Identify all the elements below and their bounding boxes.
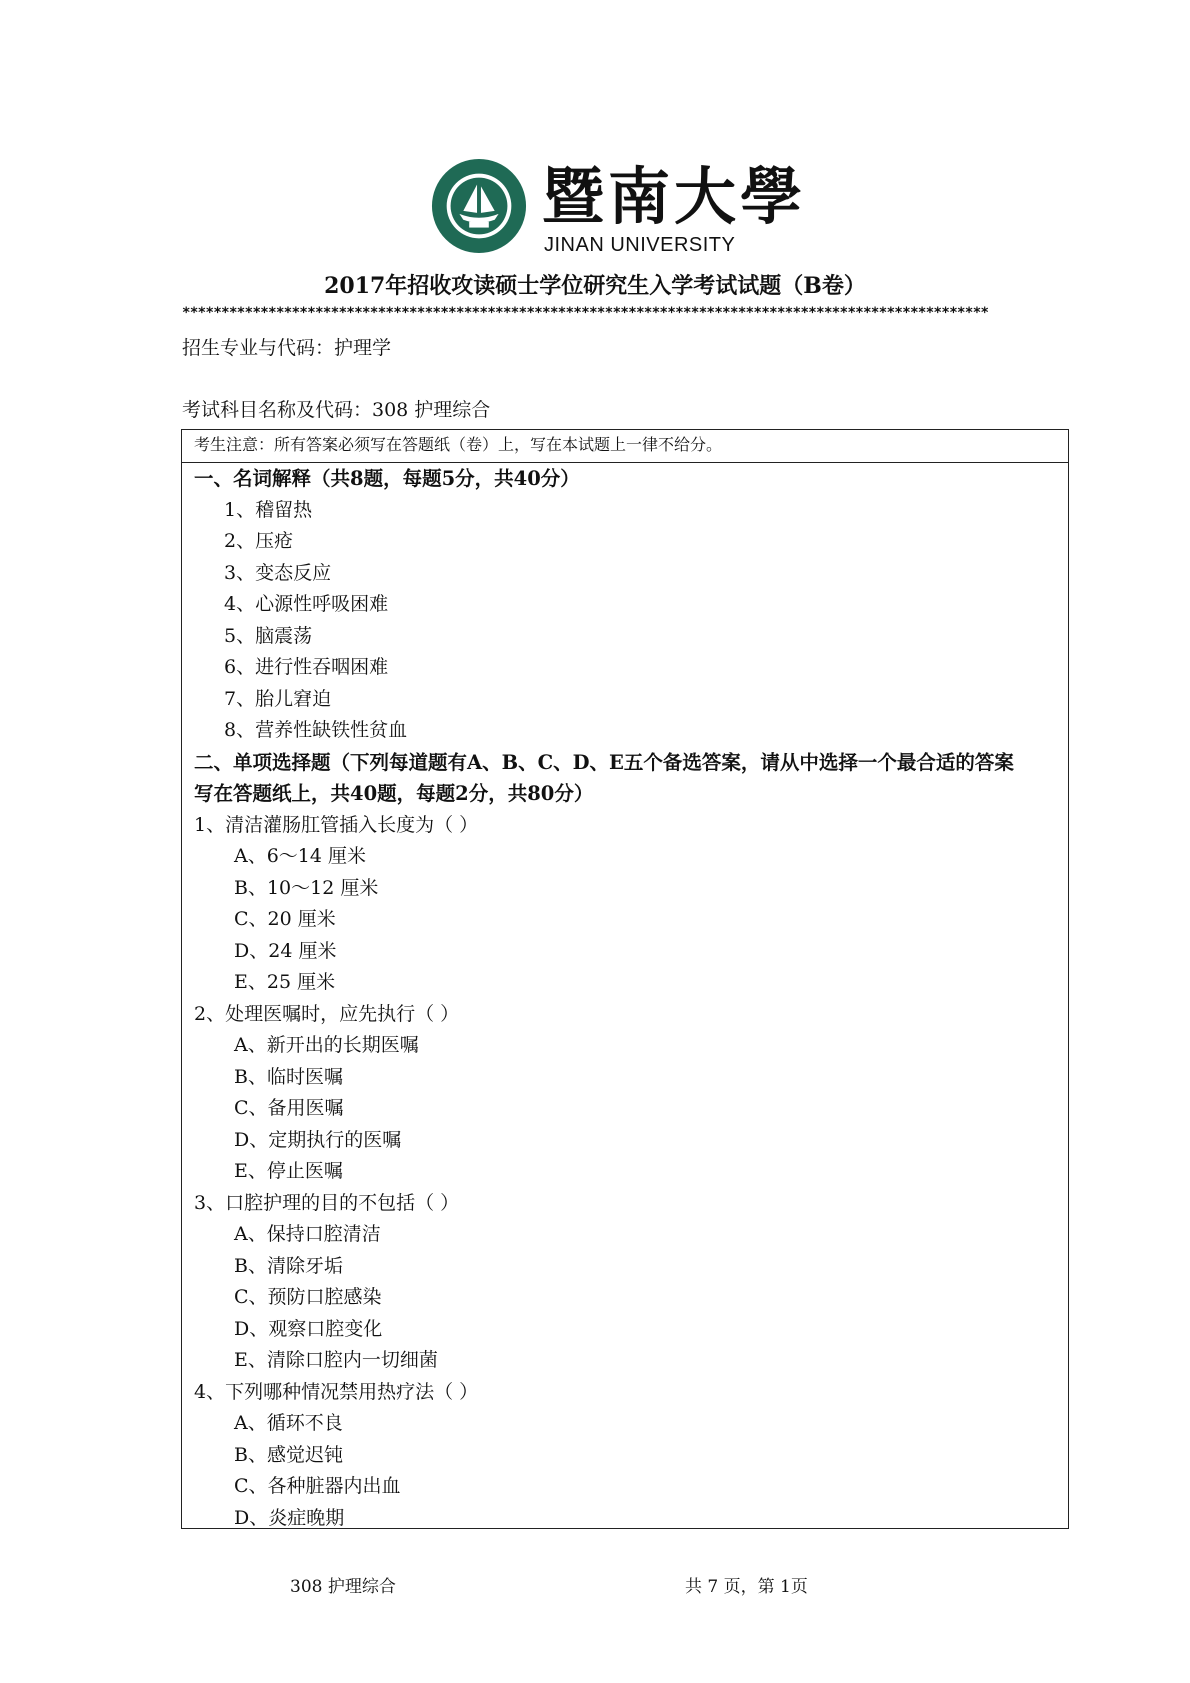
answer-option: D、24 厘米 <box>234 939 337 962</box>
question-stem: 3、口腔护理的目的不包括（ ） <box>194 1191 460 1214</box>
question-stem: 2、处理医嘱时，应先执行（ ） <box>194 1002 460 1025</box>
answer-option: A、保持口腔清洁 <box>234 1223 381 1245</box>
section-heading-terms: 一、名词解释（共8题，每题5分，共40分） <box>194 467 580 490</box>
question-stem: 1、清洁灌肠肛管插入长度为（ ） <box>194 813 479 836</box>
candidate-notice: 考生注意：所有答案必须写在答题纸（卷）上，写在本试题上一律不给分。 <box>182 430 1068 463</box>
term-item: 8、营养性缺铁性贫血 <box>224 719 408 741</box>
term-item: 4、心源性呼吸困难 <box>224 593 389 615</box>
answer-option: A、循环不良 <box>234 1412 343 1434</box>
answer-option: C、20 厘米 <box>234 908 336 930</box>
university-logo <box>430 154 807 259</box>
answer-option: D、观察口腔变化 <box>234 1317 383 1340</box>
answer-option: C、预防口腔感染 <box>234 1286 382 1308</box>
subject-and-code: 考试科目名称及代码：308 护理综合 <box>182 399 491 421</box>
answer-option: C、各种脏器内出血 <box>234 1475 401 1497</box>
term-item: 1、稽留热 <box>224 498 313 521</box>
answer-option: E、停止医嘱 <box>234 1160 343 1182</box>
answer-option: E、清除口腔内一切细菌 <box>234 1349 438 1371</box>
answer-option: C、备用医嘱 <box>234 1097 344 1119</box>
term-item: 2、压疮 <box>224 530 294 552</box>
exam-title: 2017年招收攻读硕士学位研究生入学考试试题（B卷） <box>324 273 866 299</box>
footer-subject: 308 护理综合 <box>290 1577 396 1597</box>
separator-line: ******************************************************************************************************* <box>182 306 989 320</box>
answer-option: D、炎症晚期 <box>234 1506 345 1529</box>
footer-page-number: 共 7 页，第 1页 <box>685 1577 808 1597</box>
answer-option: B、清除牙垢 <box>234 1254 343 1277</box>
answer-option: B、10～12 厘米 <box>234 876 379 899</box>
term-item: 5、脑震荡 <box>224 624 313 647</box>
answer-option: D、定期执行的医嘱 <box>234 1128 402 1151</box>
answer-option: B、临时医嘱 <box>234 1065 343 1088</box>
section-heading-choice: 二、单项选择题（下列每道题有A、B、C、D、E五个备选答案，请从中选择一个最合适的答案 <box>194 750 1014 774</box>
term-item: 3、变态反应 <box>224 561 332 584</box>
jinan-university-seal-icon <box>430 157 528 255</box>
answer-option: A、6～14 厘米 <box>234 845 367 867</box>
answer-option: B、感觉迟钝 <box>234 1443 343 1466</box>
brand-name-english: JINAN UNIVERSITY <box>544 234 736 256</box>
answer-option: A、新开出的长期医嘱 <box>234 1034 419 1056</box>
question-box <box>181 429 1069 1529</box>
question-stem: 4、下列哪种情况禁用热疗法（ ） <box>194 1380 479 1403</box>
brand-name-chinese: 暨南大學 <box>542 160 807 233</box>
section-heading-choice-cont: 写在答题纸上，共40题，每题2分，共80分） <box>194 782 594 805</box>
major-and-code: 招生专业与代码：护理学 <box>182 337 392 359</box>
term-item: 7、胎儿窘迫 <box>224 687 332 710</box>
answer-option: E、25 厘米 <box>234 971 336 993</box>
question-content <box>182 463 1068 1534</box>
term-item: 6、进行性吞咽困难 <box>224 656 389 678</box>
